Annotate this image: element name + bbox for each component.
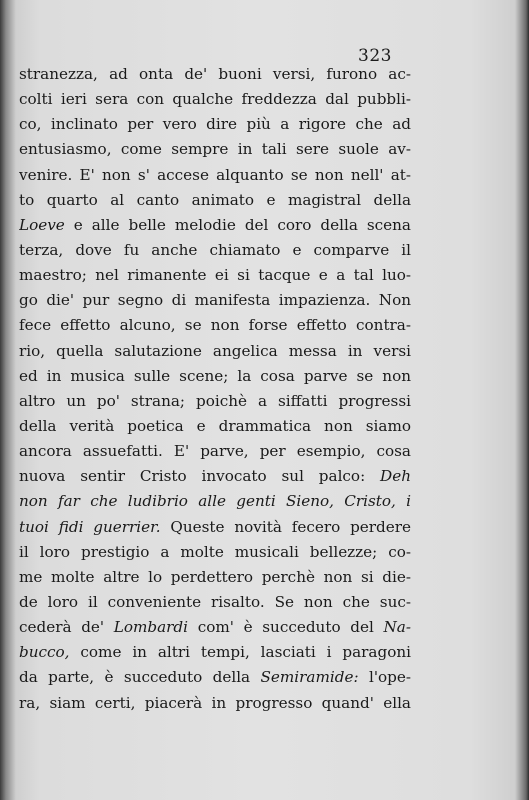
text-line xyxy=(19,540,411,565)
text-line xyxy=(19,489,411,514)
text-line xyxy=(19,288,411,313)
text-segment: Queste novità fecero perdere xyxy=(160,517,411,536)
text-segment: ed in musica sulle scene; la cosa parve se non xyxy=(19,366,411,385)
text-line xyxy=(19,163,411,188)
text-line xyxy=(19,640,411,665)
text-line xyxy=(19,590,411,615)
text-segment: to quarto al canto animato e magistral della xyxy=(19,190,411,209)
text-line xyxy=(19,263,411,288)
italic-text: Loeve xyxy=(19,215,65,234)
text-line xyxy=(19,238,411,263)
text-segment: me molte altre lo perdettero perchè non si die- xyxy=(19,567,411,586)
text-line xyxy=(19,464,411,489)
text-segment: nuova sentir Cristo invocato sul palco: xyxy=(19,467,381,486)
text-segment: stranezza, ad onta de' buoni versi, furono ac- xyxy=(19,65,411,83)
text-segment: maestro; nel rimanente ei si tacque e a tal luo- xyxy=(19,266,411,285)
text-line xyxy=(19,62,411,87)
text-line xyxy=(19,414,411,439)
text-line xyxy=(19,439,411,464)
text-line xyxy=(19,112,411,137)
text-segment: l'ope- xyxy=(358,668,411,687)
text-line xyxy=(19,339,411,364)
text-segment: cederà de' xyxy=(19,618,114,637)
text-segment: terza, dove fu anche chiamato e comparve il xyxy=(19,240,411,259)
text-line xyxy=(19,87,411,112)
text-segment: il loro prestigio a molte musicali bellezze; co- xyxy=(19,542,411,561)
italic-text: non far che ludibrio alle genti Sieno, Cristo, i xyxy=(19,492,411,511)
text-line xyxy=(19,313,411,338)
italic-text: bucco, xyxy=(19,643,70,662)
text-segment: e alle belle melodie del coro della scena xyxy=(64,215,411,234)
text-line xyxy=(19,565,411,590)
text-segment: colti ieri sera con qualche freddezza dal pubbli- xyxy=(19,90,411,109)
text-line xyxy=(19,691,411,716)
text-segment: ra, siam certi, piacerà in progresso quand' ella xyxy=(19,693,411,712)
text-segment: co, inclinato per vero dire più a rigore che ad xyxy=(19,115,411,134)
text-segment: com' è succeduto del xyxy=(188,618,384,637)
text-line xyxy=(19,665,411,690)
body-text xyxy=(0,62,411,716)
text-line xyxy=(19,188,411,213)
italic-text: Lombardi xyxy=(113,618,189,637)
italic-text: Deh xyxy=(380,467,411,486)
text-segment: entusiasmo, come sempre in tali sere suole av- xyxy=(19,140,411,159)
text-line xyxy=(19,364,411,389)
text-segment: come in altri tempi, lasciati i paragoni xyxy=(69,643,411,662)
text-line xyxy=(19,389,411,414)
italic-text: Na- xyxy=(383,618,411,637)
text-line xyxy=(19,137,411,162)
text-line xyxy=(19,213,411,238)
text-segment: de loro il conveniente risalto. Se non che suc- xyxy=(19,592,411,611)
text-segment: da parte, è succeduto della xyxy=(19,668,261,687)
page-number: 323 xyxy=(358,46,392,66)
italic-text: tuoi fidi guerrier. xyxy=(19,517,161,536)
text-segment: altro un po' strana; poichè a siffatti progressi xyxy=(19,391,411,410)
text-segment: della verità poetica e drammatica non siamo xyxy=(19,416,411,435)
text-segment: venire. E' non s' accese alquanto se non nell' at- xyxy=(19,165,411,184)
text-segment: go die' pur segno di manifesta impazienza. Non xyxy=(19,291,411,310)
text-line xyxy=(19,615,411,640)
text-segment: ancora assuefatti. E' parve, per esempio, cosa xyxy=(19,442,411,461)
text-line xyxy=(19,515,411,540)
text-segment: fece effetto alcuno, se non forse effetto contra- xyxy=(19,316,411,335)
italic-text: Semiramide: xyxy=(260,668,359,687)
text-segment: rio, quella salutazione angelica messa in versi xyxy=(19,341,411,360)
